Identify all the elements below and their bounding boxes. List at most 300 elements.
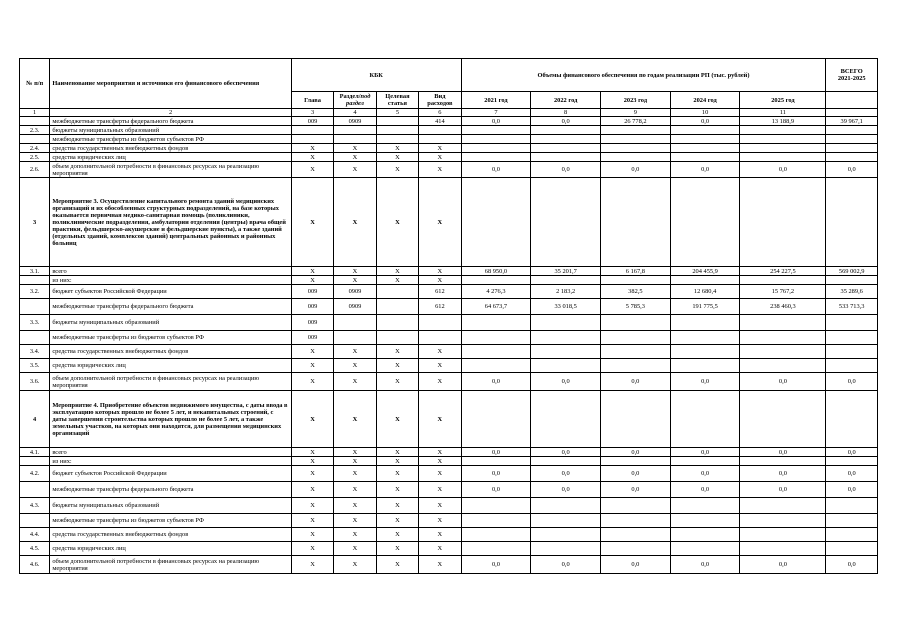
- year-2025-cell: [740, 144, 826, 153]
- year-2025-cell: 0,0: [740, 556, 826, 574]
- row-number-cell: [20, 117, 50, 126]
- year-2023-cell: [601, 315, 671, 331]
- year-2025-cell: [740, 126, 826, 135]
- celevaya-cell: X: [376, 514, 418, 528]
- year-2025-cell: 238 460,3: [740, 299, 826, 315]
- celevaya-cell: X: [376, 482, 418, 498]
- year-2023-cell: [601, 498, 671, 514]
- row-number-cell: 4.1.: [20, 448, 50, 457]
- year-2023-cell: [601, 391, 671, 448]
- table-row: [20, 285, 878, 299]
- year-2022-cell: [531, 126, 601, 135]
- row-name-cell: Мероприятие 3. Осуществление капитального ремонта зданий медицинских организаций и их обособленных структурных подразделений, на базе которых оказывается первичная медико-санитарная помощь (поликлиники, поликлинические подразделения, амбулатории отделения (центры) врача общей практики, фельдшерско-акушерские и фельдшерские пункты), а также зданий (отдельных зданий, комплексов зданий) центральных районных и районных больниц: [50, 178, 292, 267]
- glava-cell: 009: [291, 285, 333, 299]
- celevaya-cell: [376, 135, 418, 144]
- vid-cell: X: [419, 542, 461, 556]
- column-number-cell: 9: [601, 109, 671, 117]
- row-name-cell: бюджеты муниципальных образований: [50, 498, 292, 514]
- celevaya-cell: X: [376, 153, 418, 162]
- table-row: [20, 144, 878, 153]
- year-2021-cell: 0,0: [461, 448, 531, 457]
- year-2022-cell: [531, 276, 601, 285]
- year-2022-cell: [531, 528, 601, 542]
- total-cell: 0,0: [826, 448, 878, 457]
- column-number-cell: 10: [670, 109, 740, 117]
- year-2021-cell: 68 950,0: [461, 267, 531, 276]
- year-2022-cell: [531, 359, 601, 373]
- year-2024-cell: [670, 315, 740, 331]
- celevaya-cell: X: [376, 144, 418, 153]
- year-2022-cell: 2 183,2: [531, 285, 601, 299]
- year-2024-cell: [670, 331, 740, 345]
- row-number-cell: [20, 457, 50, 466]
- year-2021-cell: [461, 126, 531, 135]
- year-2022-cell: [531, 331, 601, 345]
- total-cell: [826, 542, 878, 556]
- total-cell: 0,0: [826, 373, 878, 391]
- vid-cell: X: [419, 514, 461, 528]
- year-2022-cell: 0,0: [531, 117, 601, 126]
- vid-cell: X: [419, 498, 461, 514]
- year-2022-cell: [531, 542, 601, 556]
- year-2023-cell: [601, 135, 671, 144]
- row-name-cell: бюджет субъектов Российской Федерации: [50, 285, 292, 299]
- year-2021-cell: [461, 528, 531, 542]
- table-body: [20, 109, 878, 574]
- year-2024-cell: [670, 359, 740, 373]
- year-2021-cell: [461, 315, 531, 331]
- year-2021-cell: [461, 178, 531, 267]
- year-2021-cell: [461, 331, 531, 345]
- total-cell: [826, 528, 878, 542]
- glava-cell: X: [291, 528, 333, 542]
- col-header-name: Наименование мероприятия и источники его финансового обеспечения: [50, 59, 292, 109]
- year-2025-cell: [740, 153, 826, 162]
- razdel-cell: 0909: [334, 285, 376, 299]
- table-row: [20, 498, 878, 514]
- glava-cell: X: [291, 514, 333, 528]
- glava-cell: X: [291, 178, 333, 267]
- glava-cell: X: [291, 144, 333, 153]
- year-2023-cell: 0,0: [601, 162, 671, 178]
- year-2021-cell: [461, 276, 531, 285]
- total-cell: [826, 359, 878, 373]
- year-2025-cell: [740, 528, 826, 542]
- row-number-cell: [20, 514, 50, 528]
- year-2025-cell: 0,0: [740, 373, 826, 391]
- glava-cell: X: [291, 359, 333, 373]
- year-2023-cell: 382,5: [601, 285, 671, 299]
- row-name-cell: средства юридических лиц: [50, 153, 292, 162]
- year-2025-cell: [740, 331, 826, 345]
- year-2021-cell: 0,0: [461, 466, 531, 482]
- year-2022-cell: [531, 457, 601, 466]
- col-header-total: ВСЕГО 2021-2025: [826, 59, 878, 92]
- year-2024-cell: 0,0: [670, 373, 740, 391]
- year-2025-cell: 15 767,2: [740, 285, 826, 299]
- year-2021-cell: [461, 345, 531, 359]
- glava-cell: X: [291, 542, 333, 556]
- vid-cell: [419, 135, 461, 144]
- year-2021-cell: 64 673,7: [461, 299, 531, 315]
- row-name-cell: межбюджетные трансферты федерального бюджета: [50, 117, 292, 126]
- razdel-cell: X: [334, 162, 376, 178]
- year-2024-cell: [670, 153, 740, 162]
- column-number-cell: 1: [20, 109, 50, 117]
- year-2021-cell: [461, 514, 531, 528]
- razdel-cell: X: [334, 542, 376, 556]
- row-number-cell: 2.5.: [20, 153, 50, 162]
- celevaya-cell: [376, 315, 418, 331]
- vid-cell: X: [419, 178, 461, 267]
- celevaya-cell: X: [376, 345, 418, 359]
- row-name-cell: средства государственных внебюджетных фондов: [50, 345, 292, 359]
- column-number-cell: 8: [531, 109, 601, 117]
- row-number-cell: [20, 331, 50, 345]
- row-number-cell: 3.4.: [20, 345, 50, 359]
- year-2021-cell: 0,0: [461, 482, 531, 498]
- total-cell: 0,0: [826, 556, 878, 574]
- year-2021-cell: [461, 135, 531, 144]
- year-2021-cell: [461, 153, 531, 162]
- col-header-razdel: Раздел/под раздел: [334, 92, 376, 109]
- row-name-cell: бюджеты муниципальных образований: [50, 126, 292, 135]
- celevaya-cell: X: [376, 457, 418, 466]
- year-2024-cell: 0,0: [670, 162, 740, 178]
- column-number-cell: [826, 109, 878, 117]
- table-row: [20, 331, 878, 345]
- year-2023-cell: [601, 514, 671, 528]
- year-2024-cell: 0,0: [670, 482, 740, 498]
- row-number-cell: 4.5.: [20, 542, 50, 556]
- razdel-cell: X: [334, 144, 376, 153]
- row-number-cell: 2.3.: [20, 126, 50, 135]
- celevaya-cell: [376, 126, 418, 135]
- year-2022-cell: [531, 178, 601, 267]
- year-2022-cell: [531, 153, 601, 162]
- year-2023-cell: 0,0: [601, 556, 671, 574]
- row-number-cell: 4.4.: [20, 528, 50, 542]
- glava-cell: 009: [291, 299, 333, 315]
- year-2024-cell: [670, 276, 740, 285]
- table-row: [20, 373, 878, 391]
- razdel-cell: X: [334, 482, 376, 498]
- total-cell: [826, 135, 878, 144]
- year-2022-cell: 0,0: [531, 448, 601, 457]
- year-2023-cell: [601, 359, 671, 373]
- row-number-cell: 4.3.: [20, 498, 50, 514]
- year-2025-cell: [740, 345, 826, 359]
- razdel-cell: X: [334, 556, 376, 574]
- razdel-cell: [334, 315, 376, 331]
- glava-cell: 009: [291, 315, 333, 331]
- row-number-cell: 4: [20, 391, 50, 448]
- total-cell: 35 289,6: [826, 285, 878, 299]
- year-2024-cell: [670, 345, 740, 359]
- year-2024-cell: [670, 514, 740, 528]
- row-number-cell: 3.5.: [20, 359, 50, 373]
- year-2024-cell: [670, 126, 740, 135]
- celevaya-cell: X: [376, 542, 418, 556]
- total-cell: 39 967,1: [826, 117, 878, 126]
- total-cell: [826, 498, 878, 514]
- col-header-year-2025: 2025 год: [740, 92, 826, 109]
- year-2025-cell: [740, 457, 826, 466]
- col-header-funding: Объемы финансового обеспечения по годам реализации РП (тыс. рублей): [461, 59, 826, 92]
- year-2023-cell: 6 167,8: [601, 267, 671, 276]
- vid-cell: X: [419, 153, 461, 162]
- razdel-cell: X: [334, 345, 376, 359]
- celevaya-cell: X: [376, 498, 418, 514]
- total-cell: [826, 126, 878, 135]
- year-2024-cell: [670, 457, 740, 466]
- col-header-total-empty: [826, 92, 878, 109]
- year-2023-cell: [601, 331, 671, 345]
- column-number-cell: 5: [376, 109, 418, 117]
- vid-cell: [419, 315, 461, 331]
- row-number-cell: [20, 482, 50, 498]
- table-row: [20, 153, 878, 162]
- celevaya-cell: X: [376, 359, 418, 373]
- celevaya-cell: X: [376, 162, 418, 178]
- year-2021-cell: [461, 457, 531, 466]
- column-number-cell: 4: [334, 109, 376, 117]
- year-2022-cell: [531, 514, 601, 528]
- column-number-cell: 3: [291, 109, 333, 117]
- header-row-1: [20, 59, 878, 92]
- total-cell: [826, 457, 878, 466]
- celevaya-cell: X: [376, 528, 418, 542]
- year-2021-cell: [461, 391, 531, 448]
- year-2023-cell: [601, 153, 671, 162]
- glava-cell: X: [291, 162, 333, 178]
- year-2023-cell: 0,0: [601, 448, 671, 457]
- vid-cell: X: [419, 556, 461, 574]
- total-cell: [826, 315, 878, 331]
- year-2024-cell: 204 455,9: [670, 267, 740, 276]
- col-header-year-2024: 2024 год: [670, 92, 740, 109]
- celevaya-cell: X: [376, 178, 418, 267]
- year-2021-cell: [461, 144, 531, 153]
- row-name-cell: средства государственных внебюджетных фондов: [50, 528, 292, 542]
- row-name-cell: бюджеты муниципальных образований: [50, 315, 292, 331]
- glava-cell: [291, 126, 333, 135]
- row-number-cell: 3: [20, 178, 50, 267]
- glava-cell: X: [291, 345, 333, 359]
- razdel-cell: [334, 135, 376, 144]
- activity-row: [20, 391, 878, 448]
- table-row: [20, 514, 878, 528]
- celevaya-cell: X: [376, 448, 418, 457]
- vid-cell: X: [419, 482, 461, 498]
- year-2021-cell: 4 276,3: [461, 285, 531, 299]
- razdel-cell: X: [334, 457, 376, 466]
- year-2023-cell: [601, 144, 671, 153]
- col-header-kbk: КБК: [291, 59, 461, 92]
- year-2023-cell: 5 785,3: [601, 299, 671, 315]
- year-2022-cell: [531, 135, 601, 144]
- celevaya-cell: X: [376, 391, 418, 448]
- vid-cell: 612: [419, 299, 461, 315]
- glava-cell: X: [291, 556, 333, 574]
- glava-cell: X: [291, 457, 333, 466]
- total-cell: [826, 391, 878, 448]
- year-2024-cell: 0,0: [670, 556, 740, 574]
- razdel-cell: 0909: [334, 117, 376, 126]
- col-header-glava: Глава: [291, 92, 333, 109]
- razdel-cell: X: [334, 466, 376, 482]
- total-cell: 0,0: [826, 466, 878, 482]
- year-2022-cell: 0,0: [531, 466, 601, 482]
- vid-cell: X: [419, 457, 461, 466]
- year-2022-cell: 0,0: [531, 482, 601, 498]
- row-number-cell: 3.2.: [20, 285, 50, 299]
- row-name-cell: межбюджетные трансферты из бюджетов субъектов РФ: [50, 331, 292, 345]
- row-name-cell: средства государственных внебюджетных фондов: [50, 144, 292, 153]
- razdel-cell: X: [334, 498, 376, 514]
- year-2021-cell: 0,0: [461, 162, 531, 178]
- total-cell: [826, 153, 878, 162]
- row-name-cell: из них:: [50, 276, 292, 285]
- razdel-cell: X: [334, 267, 376, 276]
- total-cell: 0,0: [826, 482, 878, 498]
- row-name-cell: всего: [50, 267, 292, 276]
- year-2024-cell: [670, 498, 740, 514]
- row-name-cell: бюджет субъектов Российской Федерации: [50, 466, 292, 482]
- glava-cell: X: [291, 373, 333, 391]
- activity-row: [20, 178, 878, 267]
- row-name-cell: межбюджетные трансферты из бюджетов субъектов РФ: [50, 514, 292, 528]
- total-cell: [826, 331, 878, 345]
- table-row: [20, 162, 878, 178]
- celevaya-cell: [376, 285, 418, 299]
- celevaya-cell: X: [376, 466, 418, 482]
- year-2021-cell: [461, 498, 531, 514]
- row-number-cell: 3.6.: [20, 373, 50, 391]
- row-number-cell: 3.1.: [20, 267, 50, 276]
- year-2021-cell: 0,0: [461, 117, 531, 126]
- column-number-row: [20, 109, 878, 117]
- year-2022-cell: [531, 391, 601, 448]
- razdel-cell: X: [334, 528, 376, 542]
- vid-cell: X: [419, 373, 461, 391]
- glava-cell: X: [291, 391, 333, 448]
- glava-cell: [291, 135, 333, 144]
- col-header-vid: Вид расходов: [419, 92, 461, 109]
- vid-cell: 414: [419, 117, 461, 126]
- total-cell: 533 713,3: [826, 299, 878, 315]
- vid-cell: X: [419, 528, 461, 542]
- row-number-cell: 2.6.: [20, 162, 50, 178]
- table-row: [20, 448, 878, 457]
- year-2025-cell: [740, 359, 826, 373]
- year-2024-cell: 12 680,4: [670, 285, 740, 299]
- year-2023-cell: [601, 178, 671, 267]
- year-2025-cell: 0,0: [740, 448, 826, 457]
- table-row: [20, 466, 878, 482]
- glava-cell: X: [291, 466, 333, 482]
- glava-cell: X: [291, 153, 333, 162]
- year-2022-cell: [531, 144, 601, 153]
- year-2023-cell: 26 778,2: [601, 117, 671, 126]
- celevaya-cell: [376, 117, 418, 126]
- year-2023-cell: [601, 542, 671, 556]
- table-row: [20, 117, 878, 126]
- vid-cell: X: [419, 162, 461, 178]
- razdel-cell: X: [334, 359, 376, 373]
- year-2024-cell: 191 775,5: [670, 299, 740, 315]
- row-name-cell: объем дополнительной потребности в финансовых ресурсах на реализацию мероприятия: [50, 556, 292, 574]
- year-2021-cell: 0,0: [461, 373, 531, 391]
- vid-cell: [419, 126, 461, 135]
- column-number-cell: 11: [740, 109, 826, 117]
- celevaya-cell: X: [376, 267, 418, 276]
- year-2023-cell: [601, 528, 671, 542]
- col-header-celevaya: Целевая статья: [376, 92, 418, 109]
- row-number-cell: [20, 135, 50, 144]
- year-2022-cell: 0,0: [531, 373, 601, 391]
- row-name-cell: из них:: [50, 457, 292, 466]
- year-2024-cell: [670, 528, 740, 542]
- financing-table: [19, 58, 878, 574]
- glava-cell: X: [291, 448, 333, 457]
- razdel-cell: X: [334, 276, 376, 285]
- table-row: [20, 528, 878, 542]
- year-2022-cell: 0,0: [531, 556, 601, 574]
- col-header-year-2021: 2021 год: [461, 92, 531, 109]
- total-cell: 569 002,9: [826, 267, 878, 276]
- glava-cell: X: [291, 498, 333, 514]
- vid-cell: X: [419, 448, 461, 457]
- year-2025-cell: [740, 315, 826, 331]
- year-2025-cell: 0,0: [740, 466, 826, 482]
- total-cell: [826, 345, 878, 359]
- table-row: [20, 276, 878, 285]
- col-header-year-2023: 2023 год: [601, 92, 671, 109]
- year-2022-cell: [531, 498, 601, 514]
- year-2022-cell: 33 018,5: [531, 299, 601, 315]
- year-2025-cell: 0,0: [740, 162, 826, 178]
- vid-cell: X: [419, 466, 461, 482]
- table-row: [20, 135, 878, 144]
- year-2021-cell: [461, 359, 531, 373]
- row-number-cell: [20, 276, 50, 285]
- table-row: [20, 345, 878, 359]
- year-2023-cell: [601, 457, 671, 466]
- financing-table-page: [19, 58, 878, 574]
- row-number-cell: 3.3.: [20, 315, 50, 331]
- year-2024-cell: [670, 542, 740, 556]
- year-2022-cell: 0,0: [531, 162, 601, 178]
- razdel-cell: X: [334, 391, 376, 448]
- year-2025-cell: [740, 391, 826, 448]
- row-name-cell: средства юридических лиц: [50, 359, 292, 373]
- year-2025-cell: [740, 178, 826, 267]
- glava-cell: 009: [291, 117, 333, 126]
- total-cell: [826, 276, 878, 285]
- razdel-cell: X: [334, 178, 376, 267]
- razdel-cell: X: [334, 373, 376, 391]
- celevaya-cell: [376, 299, 418, 315]
- year-2024-cell: 0,0: [670, 466, 740, 482]
- total-cell: [826, 144, 878, 153]
- razdel-cell: [334, 126, 376, 135]
- year-2023-cell: 0,0: [601, 482, 671, 498]
- year-2024-cell: 0,0: [670, 448, 740, 457]
- table-row: [20, 126, 878, 135]
- year-2024-cell: [670, 178, 740, 267]
- table-row: [20, 315, 878, 331]
